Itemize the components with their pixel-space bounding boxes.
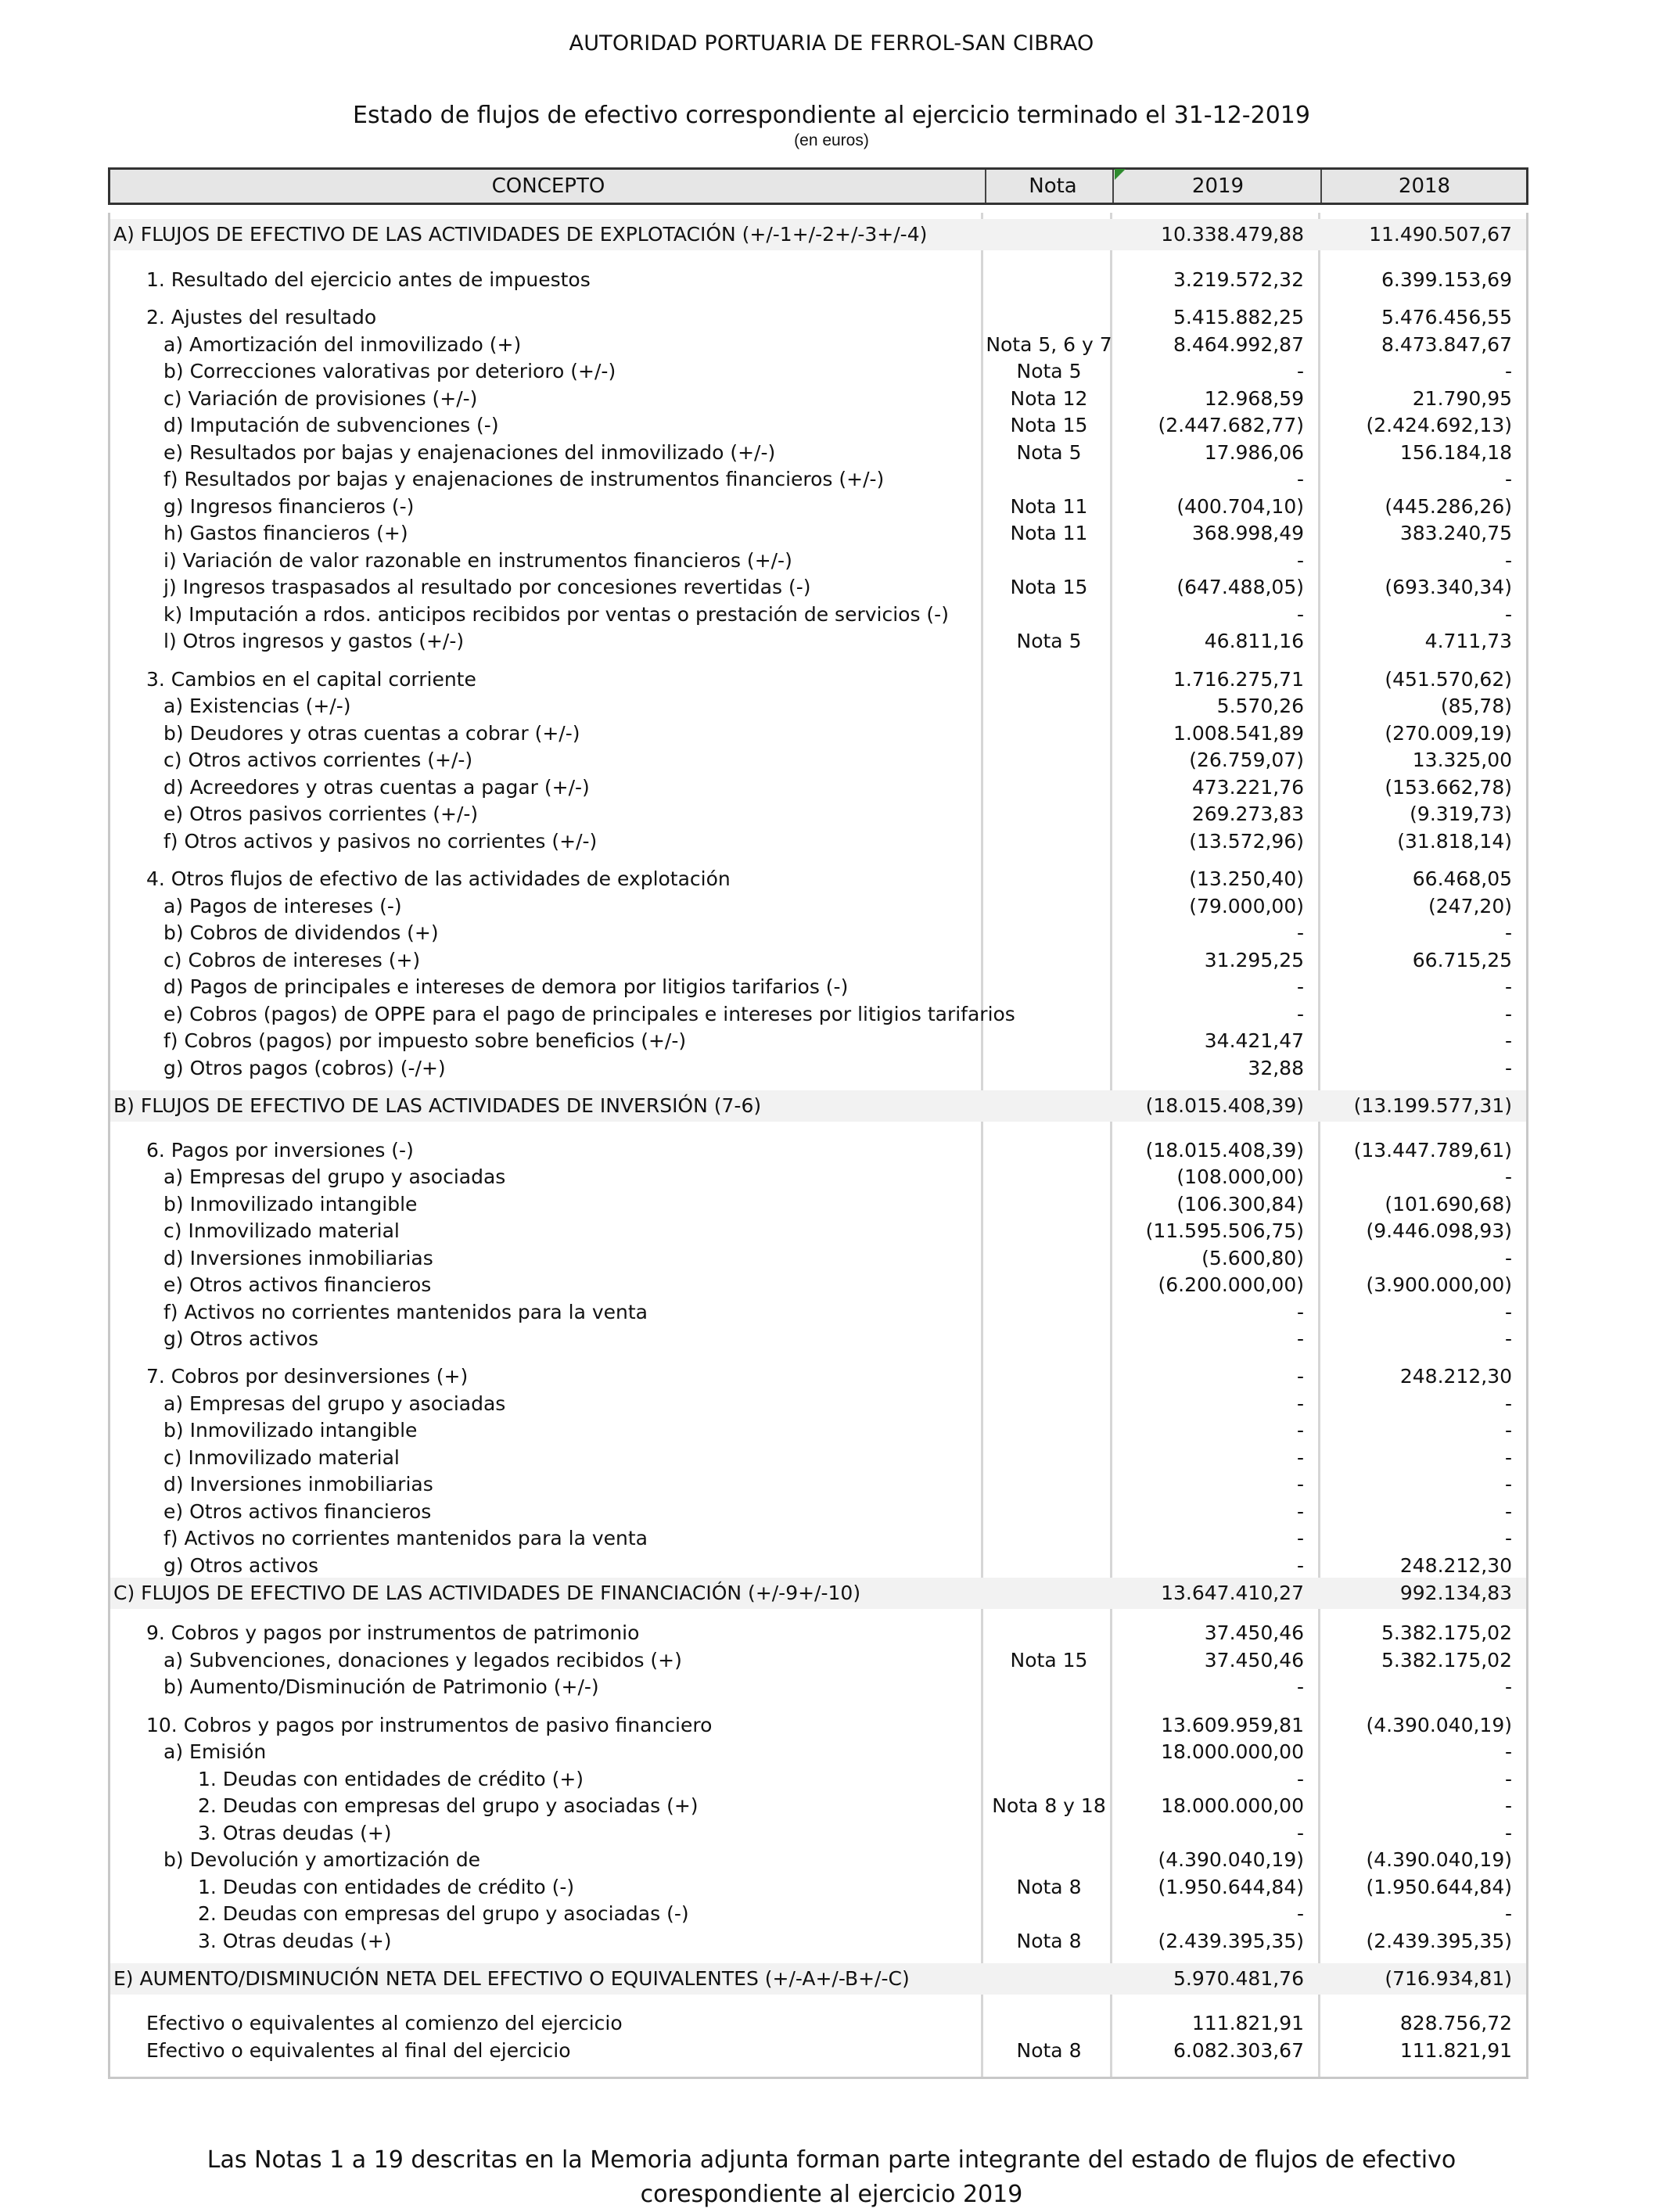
row-value-2018: 66.715,25 xyxy=(1412,949,1512,971)
row-nota: Nota 8 xyxy=(1016,1930,1082,1952)
statement-title: Estado de flujos de efectivo correspondiente al ejercicio terminado el 31-12-2019 xyxy=(353,102,1310,129)
row-concept: a) Emisión xyxy=(163,1740,267,1763)
table-row xyxy=(110,304,1526,331)
table-row xyxy=(110,1001,1526,1028)
table-row xyxy=(110,2010,1526,2037)
row-value-2018: - xyxy=(1504,1247,1512,1269)
row-concept: c) Inmovilizado material xyxy=(163,1446,400,1469)
row-value-2019: - xyxy=(1296,1327,1304,1350)
table-row xyxy=(110,720,1526,747)
row-value-2018: (445.286,26) xyxy=(1385,495,1512,518)
row-value-2018: - xyxy=(1504,1675,1512,1698)
table-row xyxy=(110,494,1526,520)
row-concept: a) Empresas del grupo y asociadas xyxy=(163,1165,506,1188)
row-value-2018: 156.184,18 xyxy=(1399,441,1512,464)
row-value-2019: 32,88 xyxy=(1248,1057,1304,1079)
row-value-2018: (9.319,73) xyxy=(1410,803,1512,825)
row-value-2018: 4.711,73 xyxy=(1424,630,1512,652)
row-value-2018: 66.468,05 xyxy=(1412,867,1512,890)
row-value-2018: - xyxy=(1504,1740,1512,1763)
row-nota: Nota 5 xyxy=(1016,630,1082,652)
row-value-2019: - xyxy=(1296,549,1304,572)
row-concept: B) FLUJOS DE EFECTIVO DE LAS ACTIVIDADES DE INVERSIÓN (7-6) xyxy=(113,1094,762,1117)
row-concept: 6. Pagos por inversiones (-) xyxy=(146,1139,414,1162)
table-row xyxy=(110,801,1526,828)
row-value-2018: 5.382.175,02 xyxy=(1381,1649,1512,1672)
row-value-2019: - xyxy=(1296,1822,1304,1844)
row-value-2019: (26.759,07) xyxy=(1189,749,1304,771)
row-concept: g) Otros activos xyxy=(163,1327,318,1350)
row-value-2019: 10.338.479,88 xyxy=(1161,223,1304,246)
table-row xyxy=(110,828,1526,855)
table-row xyxy=(110,267,1526,293)
table-row xyxy=(110,601,1526,628)
row-concept: f) Otros activos y pasivos no corrientes (+/-) xyxy=(163,830,598,853)
row-concept: i) Variación de valor razonable en instrumentos financieros (+/-) xyxy=(163,549,792,572)
row-value-2018: - xyxy=(1504,360,1512,382)
row-value-2019: 3.219.572,32 xyxy=(1173,268,1304,291)
row-concept: g) Otros pagos (cobros) (-/+) xyxy=(163,1057,446,1079)
table-row xyxy=(110,520,1526,547)
column-nota: Nota xyxy=(1029,174,1077,198)
row-value-2018: 5.382.175,02 xyxy=(1381,1621,1512,1644)
row-value-2018: - xyxy=(1504,1057,1512,1079)
table-row xyxy=(110,2038,1526,2064)
table-row xyxy=(110,628,1526,655)
table-row xyxy=(110,1028,1526,1054)
row-concept: e) Otros pasivos corrientes (+/-) xyxy=(163,803,479,825)
row-concept: 1. Deudas con entidades de crédito (-) xyxy=(198,1876,575,1898)
table-row xyxy=(110,974,1526,1000)
units-note: (en euros) xyxy=(794,131,869,149)
row-value-2019: 269.273,83 xyxy=(1191,803,1304,825)
row-value-2019: (647.488,05) xyxy=(1176,576,1304,598)
row-value-2019: - xyxy=(1296,603,1304,626)
row-value-2019: 13.609.959,81 xyxy=(1161,1714,1304,1736)
table-row xyxy=(110,1928,1526,1955)
row-value-2018: (270.009,19) xyxy=(1385,722,1512,745)
row-concept: f) Cobros (pagos) por impuesto sobre beneficios (+/-) xyxy=(163,1029,687,1052)
table-row xyxy=(110,1471,1526,1498)
row-value-2018: - xyxy=(1504,1419,1512,1442)
row-value-2019: (4.390.040,19) xyxy=(1158,1848,1304,1871)
table-row xyxy=(110,693,1526,720)
row-concept: k) Imputación a rdos. anticipos recibidos por ventas o prestación de servicios (-) xyxy=(163,603,949,626)
row-concept: b) Inmovilizado intangible xyxy=(163,1419,418,1442)
row-value-2019: 368.998,49 xyxy=(1191,522,1304,544)
table-row xyxy=(110,412,1526,439)
row-nota: Nota 15 xyxy=(1010,1649,1088,1672)
row-concept: a) Subvenciones, donaciones y legados recibidos (+) xyxy=(163,1649,682,1672)
row-value-2019: - xyxy=(1296,1675,1304,1698)
row-concept: b) Correcciones valorativas por deterioro (+/-) xyxy=(163,360,616,382)
row-value-2019: (11.595.506,75) xyxy=(1145,1219,1304,1242)
row-nota: Nota 12 xyxy=(1010,387,1088,410)
row-value-2018: - xyxy=(1504,1165,1512,1188)
row-value-2019: (6.200.000,00) xyxy=(1158,1273,1304,1296)
row-value-2019: (13.250,40) xyxy=(1189,867,1304,890)
row-value-2019: (2.439.395,35) xyxy=(1158,1930,1304,1952)
row-value-2018: - xyxy=(1504,1029,1512,1052)
row-value-2018: (4.390.040,19) xyxy=(1366,1848,1512,1871)
table-row xyxy=(110,1164,1526,1190)
row-value-2019: (108.000,00) xyxy=(1176,1165,1304,1188)
row-value-2018: - xyxy=(1504,921,1512,944)
row-value-2018: - xyxy=(1504,1822,1512,1844)
row-value-2018: - xyxy=(1504,1500,1512,1523)
row-value-2019: 5.970.481,76 xyxy=(1173,1967,1304,1990)
row-concept: b) Devolución y amortización de xyxy=(163,1848,481,1871)
row-value-2019: - xyxy=(1296,1902,1304,1925)
row-nota: Nota 11 xyxy=(1010,522,1088,544)
row-concept: f) Activos no corrientes mantenidos para la venta xyxy=(163,1527,648,1549)
table-row xyxy=(110,1674,1526,1700)
row-concept: 7. Cobros por desinversiones (+) xyxy=(146,1365,469,1388)
row-concept: 2. Ajustes del resultado xyxy=(146,306,377,329)
section-row xyxy=(110,1578,1526,1609)
row-value-2018: 11.490.507,67 xyxy=(1369,223,1512,246)
row-concept: d) Acreedores y otras cuentas a pagar (+/-) xyxy=(163,776,590,799)
row-concept: 10. Cobros y pagos por instrumentos de pasivo financiero xyxy=(146,1714,713,1736)
table-row xyxy=(110,1766,1526,1793)
row-value-2019: (13.572,96) xyxy=(1189,830,1304,853)
row-value-2019: (79.000,00) xyxy=(1189,895,1304,917)
row-value-2019: - xyxy=(1296,1365,1304,1388)
row-value-2019: 1.008.541,89 xyxy=(1173,722,1304,745)
row-value-2018: 828.756,72 xyxy=(1399,2012,1512,2034)
row-nota: Nota 8 xyxy=(1016,2039,1082,2062)
row-value-2019: (18.015.408,39) xyxy=(1145,1094,1304,1117)
row-concept: a) Pagos de intereses (-) xyxy=(163,895,402,917)
row-value-2018: - xyxy=(1504,975,1512,998)
row-value-2018: - xyxy=(1504,549,1512,572)
row-value-2018: - xyxy=(1504,1902,1512,1925)
row-concept: 2. Deudas con empresas del grupo y asociadas (+) xyxy=(198,1794,699,1817)
row-concept: c) Cobros de intereses (+) xyxy=(163,949,421,971)
table-row xyxy=(110,1218,1526,1244)
row-value-2018: (4.390.040,19) xyxy=(1366,1714,1512,1736)
row-value-2019: 37.450,46 xyxy=(1204,1649,1304,1672)
row-nota: Nota 8 y 18 xyxy=(992,1794,1106,1817)
row-value-2019: - xyxy=(1296,1554,1304,1577)
row-value-2018: 6.399.153,69 xyxy=(1381,268,1512,291)
row-concept: 9. Cobros y pagos por instrumentos de patrimonio xyxy=(146,1621,640,1644)
row-value-2019: 31.295,25 xyxy=(1204,949,1304,971)
section-row xyxy=(110,1963,1526,1995)
row-value-2019: (106.300,84) xyxy=(1176,1193,1304,1216)
table-row xyxy=(110,1191,1526,1218)
row-value-2019: 5.415.882,25 xyxy=(1173,306,1304,329)
row-value-2018: - xyxy=(1504,1527,1512,1549)
row-value-2018: 8.473.847,67 xyxy=(1381,333,1512,356)
row-value-2019: 18.000.000,00 xyxy=(1161,1740,1304,1763)
table-row xyxy=(110,1391,1526,1417)
row-value-2018: (451.570,62) xyxy=(1385,668,1512,691)
table-row xyxy=(110,1901,1526,1927)
row-value-2018: (85,78) xyxy=(1440,695,1512,717)
table-row xyxy=(110,774,1526,801)
row-concept: b) Cobros de dividendos (+) xyxy=(163,921,439,944)
row-concept: e) Otros activos financieros xyxy=(163,1500,432,1523)
row-concept: h) Gastos financieros (+) xyxy=(163,522,408,544)
row-value-2018: 13.325,00 xyxy=(1412,749,1512,771)
row-value-2019: - xyxy=(1296,1768,1304,1790)
row-value-2019: - xyxy=(1296,1446,1304,1469)
row-concept: 1. Deudas con entidades de crédito (+) xyxy=(198,1768,584,1790)
row-value-2018: (153.662,78) xyxy=(1385,776,1512,799)
table-row xyxy=(110,1620,1526,1646)
table-row xyxy=(110,386,1526,412)
table-row xyxy=(110,1647,1526,1674)
column-2018: 2018 xyxy=(1398,174,1451,198)
row-value-2019: 37.450,46 xyxy=(1204,1621,1304,1644)
row-value-2019: - xyxy=(1296,360,1304,382)
row-nota: Nota 15 xyxy=(1010,414,1088,436)
row-value-2019: (2.447.682,77) xyxy=(1158,414,1304,436)
row-value-2019: 13.647.410,27 xyxy=(1161,1582,1304,1604)
row-value-2019: - xyxy=(1296,1003,1304,1025)
table-row xyxy=(110,1712,1526,1739)
row-nota: Nota 5 xyxy=(1016,441,1082,464)
row-concept: b) Inmovilizado intangible xyxy=(163,1193,418,1216)
row-value-2019: 18.000.000,00 xyxy=(1161,1794,1304,1817)
row-value-2018: - xyxy=(1504,1301,1512,1323)
section-row xyxy=(110,1090,1526,1122)
table-row xyxy=(110,466,1526,493)
row-value-2018: (3.900.000,00) xyxy=(1366,1273,1512,1296)
row-value-2018: 111.821,91 xyxy=(1399,2039,1512,2062)
row-concept: Efectivo o equivalentes al final del ejercicio xyxy=(146,2039,571,2062)
row-value-2019: - xyxy=(1296,1500,1304,1523)
table-row xyxy=(110,1326,1526,1352)
row-value-2018: (31.818,14) xyxy=(1397,830,1512,853)
table-row xyxy=(110,1272,1526,1298)
row-concept: d) Imputación de subvenciones (-) xyxy=(163,414,499,436)
row-value-2019: (400.704,10) xyxy=(1176,495,1304,518)
row-concept: 4. Otros flujos de efectivo de las actividades de explotación xyxy=(146,867,731,890)
row-value-2019: 17.986,06 xyxy=(1204,441,1304,464)
row-value-2018: (9.446.098,93) xyxy=(1366,1219,1512,1242)
row-value-2019: 46.811,16 xyxy=(1204,630,1304,652)
table-row xyxy=(110,1055,1526,1082)
row-value-2019: - xyxy=(1296,1527,1304,1549)
row-value-2018: - xyxy=(1504,1003,1512,1025)
row-value-2019: 473.221,76 xyxy=(1191,776,1304,799)
row-value-2018: - xyxy=(1504,603,1512,626)
row-value-2019: 1.716.275,71 xyxy=(1173,668,1304,691)
row-value-2018: (13.199.577,31) xyxy=(1353,1094,1512,1117)
table-row xyxy=(110,866,1526,892)
row-concept: d) Pagos de principales e intereses de demora por litigios tarifarios (-) xyxy=(163,975,849,998)
table-row xyxy=(110,1847,1526,1873)
table-row xyxy=(110,1874,1526,1901)
row-concept: f) Activos no corrientes mantenidos para la venta xyxy=(163,1301,648,1323)
table-row xyxy=(110,1137,1526,1164)
table-row xyxy=(110,1553,1526,1579)
row-concept: 2. Deudas con empresas del grupo y asociadas (-) xyxy=(198,1902,689,1925)
row-value-2019: 111.821,91 xyxy=(1191,2012,1304,2034)
section-row xyxy=(110,219,1526,250)
table-row xyxy=(110,1445,1526,1471)
table-row xyxy=(110,1299,1526,1326)
row-concept: 1. Resultado del ejercicio antes de impuestos xyxy=(146,268,591,291)
row-value-2019: (18.015.408,39) xyxy=(1145,1139,1304,1162)
row-concept: d) Inversiones inmobiliarias xyxy=(163,1473,433,1496)
row-concept: b) Deudores y otras cuentas a cobrar (+/-) xyxy=(163,722,580,745)
row-concept: d) Inversiones inmobiliarias xyxy=(163,1247,433,1269)
row-concept: b) Aumento/Disminución de Patrimonio (+/-) xyxy=(163,1675,599,1698)
row-nota: Nota 11 xyxy=(1010,495,1088,518)
row-concept: E) AUMENTO/DISMINUCIÓN NETA DEL EFECTIVO O EQUIVALENTES (+/-A+/-B+/-C) xyxy=(113,1967,910,1990)
table-row xyxy=(110,332,1526,358)
table-row xyxy=(110,358,1526,385)
row-value-2018: (13.447.789,61) xyxy=(1353,1139,1512,1162)
row-concept: c) Inmovilizado material xyxy=(163,1219,400,1242)
row-nota: Nota 5, 6 y 7 xyxy=(986,333,1112,356)
table-row xyxy=(110,920,1526,946)
row-concept: a) Empresas del grupo y asociadas xyxy=(163,1392,506,1415)
row-value-2018: (2.424.692,13) xyxy=(1366,414,1512,436)
row-concept: C) FLUJOS DE EFECTIVO DE LAS ACTIVIDADES DE FINANCIACIÓN (+/-9+/-10) xyxy=(113,1582,861,1604)
row-nota: Nota 5 xyxy=(1016,360,1082,382)
row-value-2019: - xyxy=(1296,1473,1304,1496)
row-value-2018: (1.950.644,84) xyxy=(1366,1876,1512,1898)
row-value-2018: - xyxy=(1504,1473,1512,1496)
row-value-2018: - xyxy=(1504,1327,1512,1350)
table-row xyxy=(110,1417,1526,1444)
row-value-2018: (716.934,81) xyxy=(1385,1967,1512,1990)
row-value-2019: 8.464.992,87 xyxy=(1173,333,1304,356)
table-row xyxy=(110,1820,1526,1847)
row-value-2018: (101.690,68) xyxy=(1385,1193,1512,1216)
row-concept: a) Amortización del inmovilizado (+) xyxy=(163,333,522,356)
table-row xyxy=(110,574,1526,601)
row-value-2018: 5.476.456,55 xyxy=(1381,306,1512,329)
row-concept: e) Cobros (pagos) de OPPE para el pago de principales e intereses por litigios tarifarios xyxy=(163,1003,1015,1025)
row-concept: A) FLUJOS DE EFECTIVO DE LAS ACTIVIDADES DE EXPLOTACIÓN (+/-1+/-2+/-3+/-4) xyxy=(113,223,928,246)
row-concept: a) Existencias (+/-) xyxy=(163,695,351,717)
row-value-2019: 5.570,26 xyxy=(1216,695,1304,717)
row-concept: 3. Otras deudas (+) xyxy=(198,1822,392,1844)
table-row xyxy=(110,666,1526,693)
row-concept: f) Resultados por bajas y enajenaciones de instrumentos financieros (+/-) xyxy=(163,468,885,490)
row-concept: 3. Otras deudas (+) xyxy=(198,1930,392,1952)
table-row xyxy=(110,1793,1526,1819)
row-value-2019: - xyxy=(1296,1419,1304,1442)
row-value-2019: (5.600,80) xyxy=(1201,1247,1304,1269)
table-row xyxy=(110,440,1526,466)
row-concept: l) Otros ingresos y gastos (+/-) xyxy=(163,630,465,652)
table-row xyxy=(110,747,1526,774)
table-row xyxy=(110,1245,1526,1272)
row-value-2018: 383.240,75 xyxy=(1399,522,1512,544)
row-concept: c) Variación de provisiones (+/-) xyxy=(163,387,478,410)
row-concept: g) Ingresos financieros (-) xyxy=(163,495,415,518)
row-concept: g) Otros activos xyxy=(163,1554,318,1577)
row-value-2019: 34.421,47 xyxy=(1204,1029,1304,1052)
table-row xyxy=(110,1499,1526,1525)
row-concept: j) Ingresos traspasados al resultado por concesiones revertidas (-) xyxy=(163,576,811,598)
row-concept: Efectivo o equivalentes al comienzo del ejercicio xyxy=(146,2012,623,2034)
table-row xyxy=(110,548,1526,574)
row-value-2018: - xyxy=(1504,1446,1512,1469)
row-concept: c) Otros activos corrientes (+/-) xyxy=(163,749,473,771)
column-2019: 2019 xyxy=(1191,174,1245,198)
row-value-2019: - xyxy=(1296,468,1304,490)
row-value-2019: (1.950.644,84) xyxy=(1158,1876,1304,1898)
row-nota: Nota 15 xyxy=(1010,576,1088,598)
row-value-2018: 992.134,83 xyxy=(1399,1582,1512,1604)
table-row xyxy=(110,1525,1526,1552)
table-row xyxy=(110,1363,1526,1390)
row-value-2019: - xyxy=(1296,921,1304,944)
row-value-2019: 6.082.303,67 xyxy=(1173,2039,1304,2062)
row-value-2018: (247,20) xyxy=(1428,895,1512,917)
row-value-2018: - xyxy=(1504,468,1512,490)
row-value-2018: - xyxy=(1504,1794,1512,1817)
footer-note: Las Notas 1 a 19 descritas en la Memoria adjunta forman parte integrante del estado de flujos de efectivo corespondiente al ejercicio 2019 xyxy=(207,2146,1456,2208)
table-row xyxy=(110,893,1526,920)
row-concept: 3. Cambios en el capital corriente xyxy=(146,668,476,691)
organization-name: AUTORIDAD PORTUARIA DE FERROL-SAN CIBRAO xyxy=(569,31,1094,56)
table-row xyxy=(110,1739,1526,1765)
row-value-2018: 21.790,95 xyxy=(1412,387,1512,410)
row-value-2018: (2.439.395,35) xyxy=(1366,1930,1512,1952)
table-row xyxy=(110,947,1526,974)
row-value-2019: - xyxy=(1296,975,1304,998)
row-value-2019: - xyxy=(1296,1392,1304,1415)
row-value-2019: - xyxy=(1296,1301,1304,1323)
row-value-2019: 12.968,59 xyxy=(1204,387,1304,410)
row-value-2018: 248.212,30 xyxy=(1399,1554,1512,1577)
row-nota: Nota 8 xyxy=(1016,1876,1082,1898)
row-value-2018: (693.340,34) xyxy=(1385,576,1512,598)
row-concept: e) Resultados por bajas y enajenaciones del inmovilizado (+/-) xyxy=(163,441,776,464)
column-concepto: CONCEPTO xyxy=(491,174,605,198)
row-value-2018: - xyxy=(1504,1392,1512,1415)
row-value-2018: - xyxy=(1504,1768,1512,1790)
row-value-2018: 248.212,30 xyxy=(1399,1365,1512,1388)
row-concept: e) Otros activos financieros xyxy=(163,1273,432,1296)
